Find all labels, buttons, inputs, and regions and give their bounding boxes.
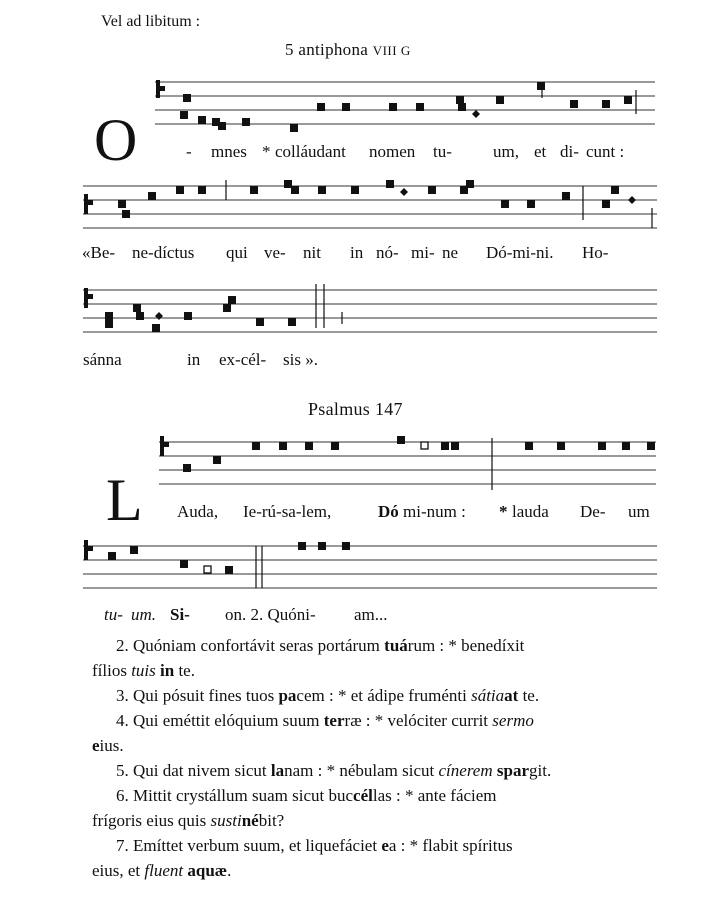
lyric-syllable: mi-num : bbox=[403, 502, 466, 521]
lyric-syllable: in bbox=[187, 350, 201, 369]
antiphon-staff-3 bbox=[80, 284, 660, 344]
lyric-syllable: * bbox=[499, 502, 508, 521]
verse-text: tuis bbox=[131, 661, 156, 680]
verse-text: sermo bbox=[492, 711, 534, 730]
verse-text: nam : * nébulam sicut bbox=[284, 761, 439, 780]
verse-text: te. bbox=[518, 686, 540, 705]
verse-text: tuá bbox=[384, 636, 408, 655]
antiphon-initial: O bbox=[94, 107, 138, 173]
lyric-syllable: on. 2. Quóni- bbox=[225, 605, 316, 624]
verse-text: rum : * benedíxit bbox=[407, 636, 525, 655]
verse-number: 4. bbox=[116, 711, 133, 730]
antiphon-heading bbox=[285, 40, 411, 60]
verse-text: ius. bbox=[99, 736, 124, 755]
verse-number: 3. bbox=[116, 686, 133, 705]
psalm-staff-1 bbox=[155, 436, 660, 496]
verse-text: bit? bbox=[258, 811, 285, 830]
lyric-syllable: tu- bbox=[433, 142, 452, 161]
lyric-syllable: um. bbox=[131, 605, 157, 624]
psalm-heading bbox=[308, 399, 403, 420]
verse-text: a : * flabit spíritus bbox=[388, 836, 513, 855]
psalm-initial: L bbox=[106, 467, 143, 533]
lyric-syllable: * bbox=[262, 142, 271, 161]
verse-text: te. bbox=[174, 661, 195, 680]
lyric-syllable: ne-díctus bbox=[132, 243, 195, 262]
verse bbox=[92, 683, 664, 708]
antiphon-label: antiphona bbox=[298, 40, 369, 59]
verse-text: Emíttet verbum suum, et liquefáciet bbox=[133, 836, 382, 855]
verse-text: aquæ bbox=[187, 861, 228, 880]
lyric-syllable: ex-cél- bbox=[219, 350, 267, 369]
lyric-syllable: colláudant bbox=[275, 142, 346, 161]
verse-number: 7. bbox=[116, 836, 133, 855]
lyric-syllable: Ie-rú-sa-lem, bbox=[243, 502, 332, 521]
verse-number: 6. bbox=[116, 786, 133, 805]
verse-text: fílios bbox=[92, 661, 132, 680]
verse-number: 5. bbox=[116, 761, 133, 780]
verse-text: frígoris eius quis bbox=[92, 811, 211, 830]
verse-text: spar bbox=[496, 761, 529, 780]
lyric-syllable: mi- bbox=[411, 243, 435, 262]
verse bbox=[92, 783, 664, 833]
verse-text: pa bbox=[278, 686, 297, 705]
rubric: Vel ad libitum : bbox=[101, 13, 201, 30]
lyric-syllable: De- bbox=[580, 502, 606, 521]
lyric-syllable: Si- bbox=[170, 605, 190, 624]
verse-text: né bbox=[241, 811, 259, 830]
antiphon-number: 5 bbox=[285, 40, 294, 59]
lyric-syllable: di- bbox=[560, 142, 579, 161]
lyric-syllable: et bbox=[534, 142, 547, 161]
lyric-syllable: sis ». bbox=[283, 350, 318, 369]
lyric-syllable: nit bbox=[303, 243, 321, 262]
verse-text: ter bbox=[323, 711, 345, 730]
lyric-syllable: Ho- bbox=[582, 243, 609, 262]
verse-text: e bbox=[92, 736, 100, 755]
lyric-syllable: - bbox=[186, 142, 192, 161]
lyric-syllable: cunt : bbox=[586, 142, 625, 161]
verse-text: ræ : * velóciter currit bbox=[344, 711, 493, 730]
lyric-syllable: mnes bbox=[211, 142, 247, 161]
verse-text: eius, et bbox=[92, 861, 145, 880]
verse-text: . bbox=[227, 861, 232, 880]
lyric-syllable: lauda bbox=[512, 502, 549, 521]
psalm-title: Psalmus bbox=[308, 399, 371, 419]
verse-text: in bbox=[160, 661, 175, 680]
psalm-number: 147 bbox=[374, 399, 403, 419]
psalm-verses bbox=[92, 633, 664, 883]
verse-text: fluent bbox=[144, 861, 184, 880]
lyric-syllable: Dó-mi-ni. bbox=[486, 243, 554, 262]
lyric-syllable: um, bbox=[493, 142, 519, 161]
verse bbox=[92, 633, 664, 683]
verse-text: Quóniam confortávit seras portárum bbox=[133, 636, 385, 655]
lyric-syllable: sánna bbox=[83, 350, 122, 369]
lyric-syllable: am... bbox=[354, 605, 388, 624]
verse bbox=[92, 758, 664, 783]
verse-text: at bbox=[504, 686, 519, 705]
verse-text: las : * ante fáciem bbox=[372, 786, 497, 805]
verse-text: Qui eméttit elóquium suum bbox=[133, 711, 324, 730]
lyric-syllable: um bbox=[628, 502, 650, 521]
antiphon-mode: VIII G bbox=[372, 43, 411, 58]
lyric-syllable: Dó bbox=[378, 502, 399, 521]
verse-text: susti bbox=[210, 811, 242, 830]
lyric-syllable: nomen bbox=[369, 142, 416, 161]
lyric-syllable: qui bbox=[226, 243, 248, 262]
verse-text: cél bbox=[353, 786, 373, 805]
lyric-syllable: ne bbox=[442, 243, 459, 262]
lyric-syllable: in bbox=[350, 243, 364, 262]
lyric-syllable: tu- bbox=[104, 605, 123, 624]
verse-text: git. bbox=[529, 761, 552, 780]
antiphon-staff-1 bbox=[150, 76, 660, 136]
verse-text: Mittit crystállum suam sicut buc bbox=[133, 786, 354, 805]
lyric-syllable: ve- bbox=[264, 243, 286, 262]
antiphon-staff-2 bbox=[80, 180, 660, 240]
verse-text: la bbox=[270, 761, 285, 780]
verse bbox=[92, 833, 664, 883]
lyric-syllable: «Be- bbox=[82, 243, 116, 262]
verse-number: 2. bbox=[116, 636, 133, 655]
verse-text: e bbox=[381, 836, 389, 855]
verse-text: cínerem bbox=[438, 761, 493, 780]
verse-text: Qui dat nivem sicut bbox=[133, 761, 271, 780]
lyric-syllable: Auda, bbox=[177, 502, 219, 521]
verse bbox=[92, 708, 664, 758]
verse-text: Qui pósuit fines tuos bbox=[133, 686, 279, 705]
verse-text: sátia bbox=[471, 686, 505, 705]
lyric-syllable: nó- bbox=[376, 243, 399, 262]
verse-text: cem : * et ádipe fruménti bbox=[296, 686, 472, 705]
psalm-staff-2 bbox=[80, 540, 660, 600]
